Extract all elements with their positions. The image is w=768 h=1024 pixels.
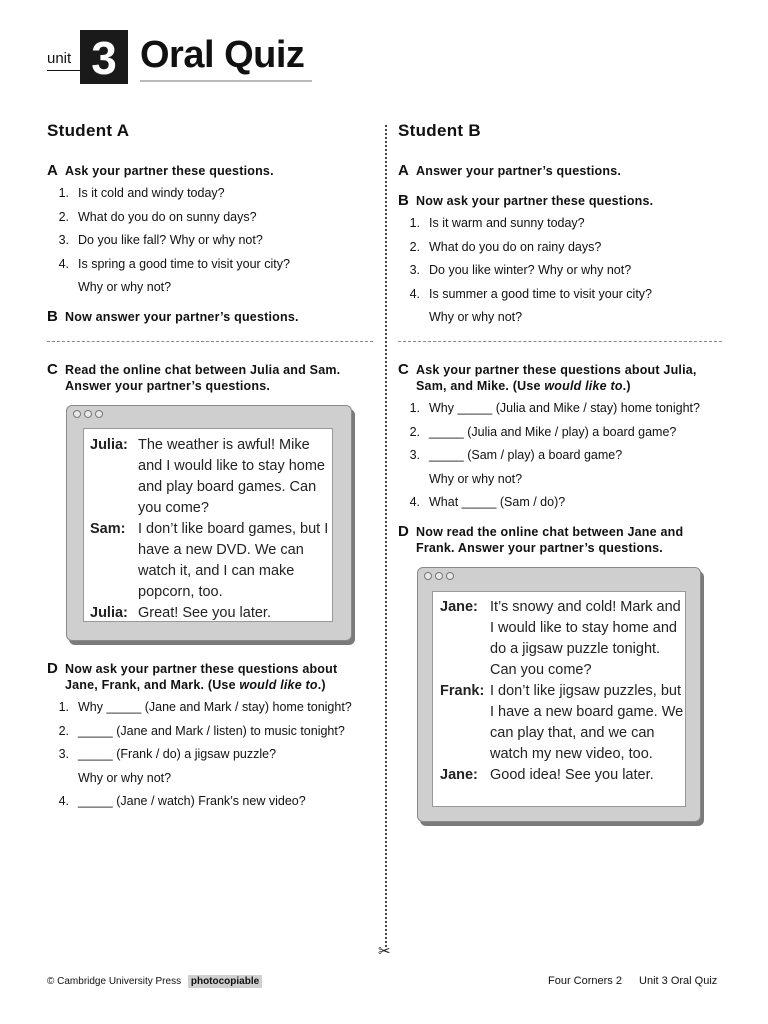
chat-message (440, 597, 685, 681)
window-dot-icon (435, 572, 443, 580)
section-instruction-line: Answer your partner’s questions. (65, 379, 271, 393)
section-instruction-line: Ask your partner these questions about Julia, (416, 363, 697, 377)
window-dot-icon (95, 410, 103, 418)
unit-label: unit (47, 50, 72, 67)
question-list (398, 215, 738, 333)
unit-underline (47, 70, 80, 71)
chat-speaker: Sam: (90, 521, 126, 537)
chat-speaker: Frank: (440, 683, 485, 699)
question-list (47, 185, 377, 303)
section-instruction-line: Jane, Frank, and Mark. (Use would like to.) (65, 678, 326, 692)
question-continuation: Why or why not? (78, 770, 172, 785)
section-divider (398, 341, 722, 342)
section-instruction-line: Now read the online chat between Jane and (416, 525, 684, 539)
chat-message (90, 519, 332, 603)
student-a-section-d (47, 660, 382, 817)
student-b-section-b (398, 192, 738, 333)
section-divider (47, 341, 373, 342)
title-shadow-rule (140, 80, 312, 82)
question-item: 3. _____ (Sam / play) a board game? (409, 448, 623, 462)
copyright-text: © Cambridge University Press (47, 976, 182, 987)
chat-speaker: Jane: (440, 599, 478, 615)
window-controls (73, 410, 103, 418)
section-letter: D (398, 523, 409, 540)
section-letter: B (47, 308, 58, 325)
chat-speaker: Jane: (440, 767, 478, 783)
window-controls (424, 572, 454, 580)
footer-right (548, 975, 717, 987)
chat-window (417, 567, 701, 822)
question-item: 3. Do you like winter? Why or why not? (409, 263, 632, 277)
chat-text: It’s snowy and cold! Mark and I would like to stay home and do a jigsaw puzzle tonight. Can you come? (490, 599, 681, 678)
question-item: 4. What _____ (Sam / do)? (409, 495, 566, 509)
window-dot-icon (424, 572, 432, 580)
section-letter: C (47, 361, 58, 378)
student-a-section-b (47, 308, 299, 325)
question-item: 4. _____ (Jane / watch) Frank’s new video? (58, 794, 306, 808)
section-letter: D (47, 660, 58, 677)
book-title: Four Corners 2 (548, 975, 622, 987)
window-dot-icon (446, 572, 454, 580)
chat-text: Great! See you later. (138, 605, 271, 621)
chat-message (90, 603, 332, 624)
section-instruction-line: Now ask your partner these questions about (65, 662, 338, 676)
question-item: 1. Is it warm and sunny today? (409, 216, 585, 230)
chat-message (440, 765, 685, 786)
question-item: 1. Is it cold and windy today? (58, 186, 225, 200)
section-instruction: Now answer your partner’s questions. (65, 310, 299, 324)
question-item: 2. _____ (Julia and Mike / play) a board game? (409, 424, 677, 439)
cut-line (385, 125, 387, 947)
chat-message (440, 681, 685, 765)
chat-content (83, 428, 333, 622)
student-b-heading: Student B (398, 121, 481, 140)
unit-number: 3 (80, 30, 128, 84)
section-instruction-line: Frank. Answer your partner’s questions. (416, 541, 663, 555)
student-b-section-a (398, 162, 621, 179)
chat-text: Good idea! See you later. (490, 767, 654, 783)
question-list (398, 400, 743, 518)
question-continuation: Why or why not? (429, 471, 523, 486)
section-instruction-line: Sam, and Mike. (Use would like to.) (416, 379, 631, 393)
photocopiable-badge: photocopiable (188, 975, 262, 988)
student-a-section-a (47, 162, 377, 303)
question-item: 1. Why _____ (Jane and Mark / stay) home tonight? (58, 700, 352, 714)
chat-text: I don’t like jigsaw puzzles, but I have a new board game. We can play that, and we can watch my new video, too. (490, 683, 684, 762)
section-instruction: Now ask your partner these questions. (416, 194, 654, 208)
section-letter: B (398, 192, 409, 209)
question-continuation: Why or why not? (78, 280, 172, 294)
window-dot-icon (73, 410, 81, 418)
question-item: 4. Is summer a good time to visit your city? (409, 286, 652, 301)
question-continuation: Why or why not? (429, 310, 523, 324)
quiz-title: Unit 3 Oral Quiz (639, 975, 718, 987)
student-b-section-d (398, 523, 743, 556)
window-dot-icon (84, 410, 92, 418)
question-item: 3. Do you like fall? Why or why not? (58, 233, 263, 247)
chat-speaker: Julia: (90, 437, 128, 453)
section-letter: C (398, 361, 409, 378)
question-item: 4. Is spring a good time to visit your city? (58, 256, 290, 271)
chat-text: I don’t like board games, but I have a new DVD. We can watch it, and I can make popcorn, too. (138, 521, 329, 600)
question-item: 2. _____ (Jane and Mark / listen) to music tonight? (58, 723, 345, 738)
chat-text: The weather is awful! Mike and I would like to stay home and play board games. Can you come? (138, 437, 325, 516)
section-letter: A (398, 162, 409, 179)
question-item: 3. _____ (Frank / do) a jigsaw puzzle? (58, 747, 277, 761)
chat-speaker: Julia: (90, 605, 128, 621)
chat-window (66, 405, 352, 641)
page-title: Oral Quiz (140, 34, 305, 76)
student-a-section-c (47, 361, 377, 394)
student-b-section-c (398, 361, 743, 518)
student-a-heading: Student A (47, 121, 130, 140)
question-item: 2. What do you do on rainy days? (409, 239, 602, 254)
section-letter: A (47, 162, 58, 179)
section-instruction: Ask your partner these questions. (65, 164, 274, 178)
question-item: 1. Why _____ (Julia and Mike / stay) home tonight? (409, 401, 700, 415)
question-item: 2. What do you do on sunny days? (58, 209, 257, 224)
question-list (47, 699, 382, 817)
section-instruction-line: Read the online chat between Julia and Sam. (65, 363, 341, 377)
chat-content (432, 591, 686, 807)
chat-message (90, 435, 332, 519)
section-instruction: Answer your partner’s questions. (416, 164, 622, 178)
footer-left (47, 976, 262, 987)
scissors-icon: ✂ (378, 943, 391, 960)
